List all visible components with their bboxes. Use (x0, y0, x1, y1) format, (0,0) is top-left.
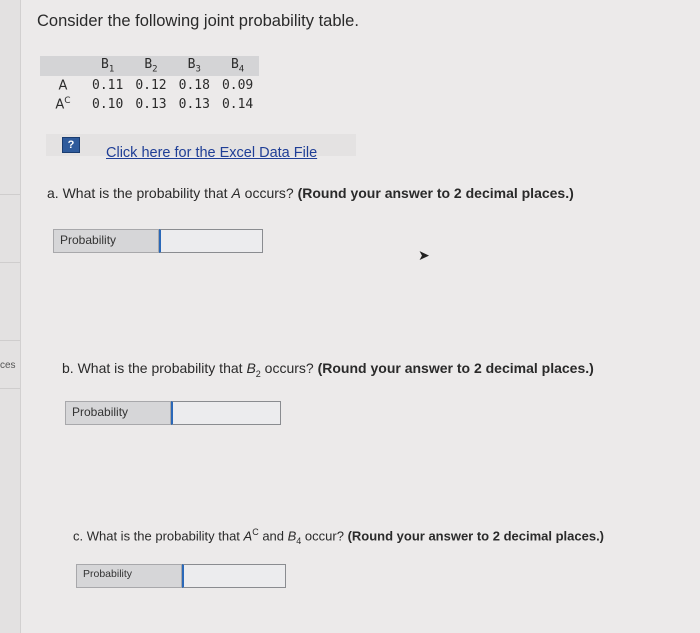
table-cell: 0.13 (178, 97, 210, 112)
column-header-b4: $B_4$ (216, 56, 259, 76)
table-cell: 0.18 (178, 78, 210, 93)
row-label-a: A (58, 78, 68, 94)
sidebar-divider (0, 388, 20, 389)
sidebar-edge (0, 0, 21, 633)
question-a: a. What is the probability that A occurs? (Round your answer to 2 decimal places.) (47, 185, 574, 201)
column-header-b3: $B_3$ (173, 56, 216, 76)
table-cell: 0.13 (135, 97, 167, 112)
help-icon[interactable]: ? (62, 137, 80, 153)
table-row (40, 76, 259, 95)
probability-input-c[interactable] (182, 564, 286, 588)
table-cell: 0.10 (92, 97, 124, 112)
probability-label: Probability (65, 401, 171, 425)
mouse-cursor-icon: ➤ (418, 247, 430, 263)
excel-data-file-link[interactable]: Click here for the Excel Data File (106, 145, 318, 161)
question-c: c. What is the probability that $A^C$ and $B_4$ occur? (Round your answer to 2 decimal places.) (73, 527, 605, 546)
table-cell: 0.12 (135, 78, 167, 93)
table-cell: 0.11 (92, 78, 124, 93)
table-header-row (40, 56, 259, 76)
probability-input-b[interactable] (171, 401, 281, 425)
question-prompt: Consider the following joint probability table. (37, 12, 359, 30)
row-label-a-complement: $A^C$ (55, 96, 71, 113)
sidebar-partial-label[interactable]: ces (0, 360, 16, 371)
table-row (40, 95, 259, 114)
answer-row-b (65, 401, 281, 423)
column-header-b2: $B_2$ (129, 56, 172, 76)
probability-label: Probability (53, 229, 159, 253)
question-b: b. What is the probability that $B_2$ occurs? (Round your answer to 2 decimal places.) (62, 360, 594, 379)
column-header-b1: $B_1$ (86, 56, 129, 76)
probability-input-a[interactable] (159, 229, 263, 253)
sidebar-divider (0, 262, 20, 263)
sidebar-divider (0, 340, 20, 341)
sidebar-divider (0, 194, 20, 195)
table-corner (40, 56, 86, 76)
probability-label: Probability (76, 564, 182, 588)
table-cell: 0.09 (221, 78, 254, 93)
joint-probability-table (40, 56, 259, 114)
table-cell: 0.14 (221, 97, 254, 112)
answer-row-a (53, 229, 263, 251)
answer-row-c (76, 564, 286, 586)
